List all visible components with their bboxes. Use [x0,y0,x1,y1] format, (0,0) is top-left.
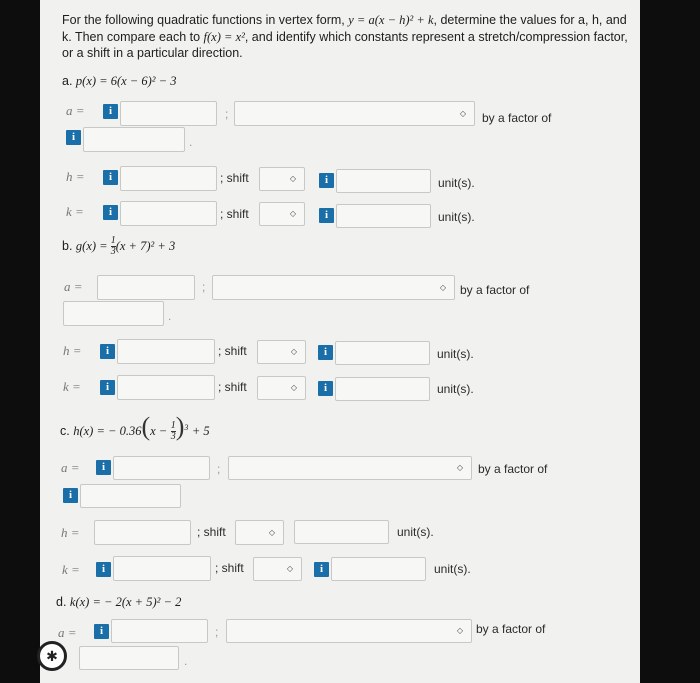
chevron-updown-icon: ◇ [456,626,463,635]
chevron-updown-icon: ◇ [268,527,275,537]
chevron-updown-icon: ◇ [289,209,296,218]
part-b-label: b. g(x) = $\frac{1}{3}$ (x + 7)² + 3 [62,235,176,257]
accessibility-toggle-icon[interactable]: ✱ [37,641,67,671]
h-value-input[interactable] [120,166,217,191]
factor-text: by a factor of [482,111,552,125]
units-text: unit(s). [438,176,475,190]
semicolon: ; [215,625,219,639]
info-icon[interactable]: i [94,624,109,639]
k-value-input[interactable] [117,375,215,400]
a-type-select[interactable] [228,456,472,480]
a-type-select[interactable] [234,101,475,126]
a-factor-input[interactable] [80,484,181,508]
k-direction-select[interactable] [257,376,306,400]
a-value-input[interactable] [113,456,210,480]
info-icon[interactable]: i [103,170,118,185]
part-c-label: c. h(x) = − 0.36(x − $\frac{1}{3}$ )$^3$ + 5 [60,412,210,443]
a-value-input[interactable] [120,101,217,126]
shift-text: ; shift [215,561,244,575]
chevron-updown-icon: ◇ [456,463,463,472]
factor-text: by a factor of [460,283,530,297]
k-units-input[interactable] [335,377,430,401]
chevron-updown-icon: ◇ [289,174,296,183]
units-text: unit(s). [437,382,474,396]
h-units-input[interactable] [335,341,430,365]
h-units-input[interactable] [294,520,389,544]
info-icon[interactable]: i [319,208,334,223]
a-value-input[interactable] [111,619,208,643]
h-value-input[interactable] [94,520,191,545]
k-var-label: k = [63,379,81,394]
h-direction-select[interactable] [259,167,305,191]
chevron-updown-icon: ◇ [286,564,293,573]
a-var-label: a = [61,460,80,475]
info-icon[interactable]: i [63,488,78,503]
a-value-input[interactable] [97,275,195,300]
part-d-label: d. k(x) = − 2(x + 5)² − 2 [56,595,182,609]
k-units-input[interactable] [331,557,426,581]
factor-text: by a factor of [478,462,548,476]
units-text: unit(s). [434,562,471,576]
shift-text: ; shift [218,344,247,358]
a-factor-input[interactable] [83,127,185,152]
k-value-input[interactable] [113,556,211,581]
a-var-label: a = [58,625,77,640]
k-direction-select[interactable] [253,557,302,581]
a-factor-input[interactable] [63,301,164,326]
chevron-updown-icon: ◇ [459,108,466,118]
chevron-updown-icon: ◇ [290,347,297,356]
info-icon[interactable]: i [318,381,333,396]
shift-text: ; shift [220,207,249,221]
chevron-updown-icon: ◇ [290,383,297,392]
a-type-select[interactable] [212,275,455,300]
factor-text: by a factor of [476,622,546,636]
h-value-input[interactable] [117,339,215,364]
h-var-label: h = [61,525,80,540]
info-icon[interactable]: i [96,562,111,577]
k-var-label: k = [62,562,80,577]
info-icon[interactable]: i [103,104,118,119]
info-icon[interactable]: i [319,173,334,188]
h-units-input[interactable] [336,169,431,193]
k-direction-select[interactable] [259,202,305,226]
k-var-label: k = [66,204,84,219]
a-var-label: a = [64,279,83,294]
chevron-updown-icon: ◇ [439,282,446,292]
shift-text: ; shift [218,380,247,394]
info-icon[interactable]: i [318,345,333,360]
units-text: unit(s). [437,347,474,361]
period: . [189,135,193,149]
info-icon[interactable]: i [103,205,118,220]
units-text: unit(s). [397,525,434,539]
a-type-select[interactable] [226,619,472,643]
info-icon[interactable]: i [96,460,111,475]
a-factor-input[interactable] [79,646,179,670]
instructions: For the following quadratic functions in vertex form, y = a(x − h)² + k, determine the values for a, h, and k. Then compare each to f(x) = x², and identify which constants represent a stretch/compression factor, or a shift in a particular direction. [62,13,628,60]
semicolon: ; [225,107,229,121]
shift-text: ; shift [220,171,249,185]
period: . [184,654,188,668]
h-var-label: h = [63,343,82,358]
h-direction-select[interactable] [257,340,306,364]
info-icon[interactable]: i [314,562,329,577]
units-text: unit(s). [438,210,475,224]
k-units-input[interactable] [336,204,431,228]
h-var-label: h = [66,169,85,184]
info-icon[interactable]: i [100,380,115,395]
part-a-label: a. p(x) = 6(x − 6)² − 3 [62,74,177,88]
semicolon: ; [217,462,221,476]
h-direction-select[interactable] [235,520,284,545]
a-var-label: a = [66,103,85,118]
k-value-input[interactable] [120,201,217,226]
info-icon[interactable]: i [66,130,81,145]
info-icon[interactable]: i [100,344,115,359]
semicolon: ; [202,280,206,294]
period: . [168,309,172,323]
shift-text: ; shift [197,525,226,539]
